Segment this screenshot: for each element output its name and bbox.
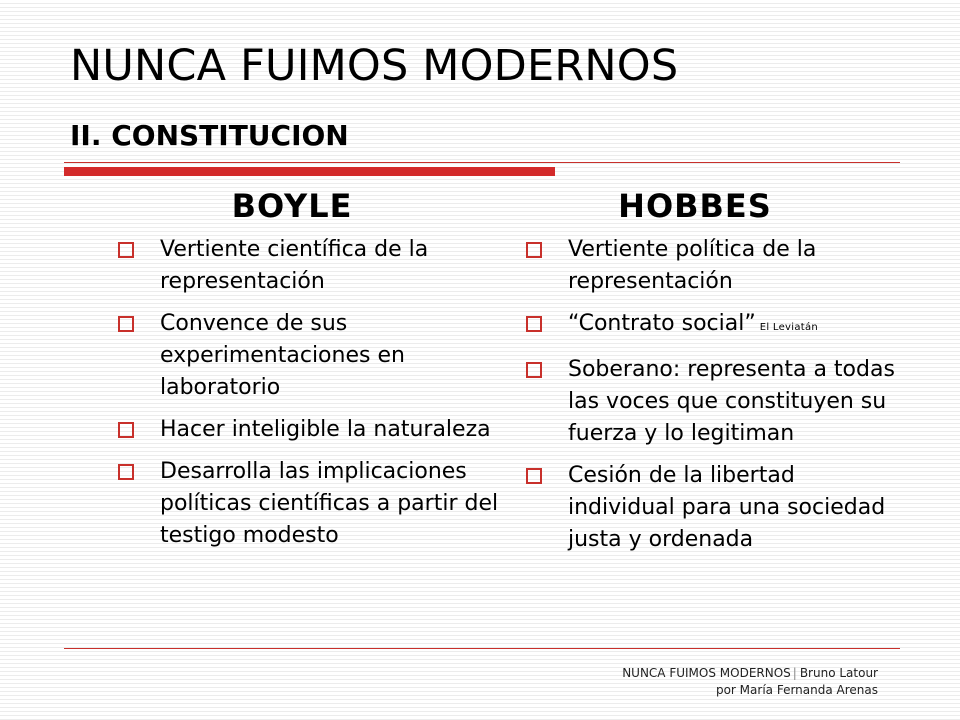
- bullet-text: Vertiente política de la representación: [568, 237, 817, 294]
- bullet-text: Soberano: representa a todas las voces que constituyen su fuerza y lo legitiman: [568, 357, 895, 446]
- hobbes-heading: HOBBES: [618, 187, 772, 225]
- boyle-heading: BOYLE: [231, 187, 353, 225]
- square-bullet-icon: [526, 242, 542, 258]
- bullet-text: “Contrato social”: [568, 311, 756, 336]
- footer-line-1: [622, 665, 878, 682]
- list-item: [520, 460, 900, 556]
- square-bullet-icon: [526, 362, 542, 378]
- bullet-text: Convence de sus experimentaciones en laboratorio: [160, 311, 405, 400]
- footer-title: NUNCA FUIMOS MODERNOS: [622, 666, 791, 680]
- list-item: [520, 234, 900, 298]
- footer: [622, 665, 878, 699]
- square-bullet-icon: [526, 316, 542, 332]
- bullet-text: Desarrolla las implicaciones políticas científicas a partir del testigo modesto: [160, 459, 499, 548]
- square-bullet-icon: [526, 468, 542, 484]
- square-bullet-icon: [118, 464, 134, 480]
- title-divider-line: [64, 162, 900, 163]
- list-item: [112, 414, 502, 446]
- list-item: [112, 456, 502, 552]
- boyle-column: [112, 186, 502, 562]
- footer-byline: por María Fernanda Arenas: [715, 683, 878, 697]
- square-bullet-icon: [118, 242, 134, 258]
- list-item: [112, 308, 502, 404]
- footer-separator: |: [792, 666, 797, 680]
- title-accent-bar: [64, 167, 555, 176]
- bullet-text: Cesión de la libertad individual para una sociedad justa y ordenada: [568, 463, 886, 552]
- list-item: [520, 308, 900, 344]
- footer-divider-line: [64, 648, 900, 649]
- footer-author: Bruno Latour: [799, 666, 878, 680]
- square-bullet-icon: [118, 316, 134, 332]
- hobbes-bullet-list: [520, 234, 900, 556]
- slide-title: NUNCA FUIMOS MODERNOS: [70, 41, 679, 91]
- bullet-note: El Leviatán: [759, 322, 819, 333]
- hobbes-column: [520, 186, 900, 566]
- boyle-bullet-list: [112, 234, 502, 552]
- bullet-text: Hacer inteligible la naturaleza: [160, 417, 491, 442]
- list-item: [520, 354, 900, 450]
- slide-subtitle: II. CONSTITUCION: [70, 119, 349, 152]
- bullet-text: Vertiente científica de la representación: [160, 237, 429, 294]
- list-item: [112, 234, 502, 298]
- square-bullet-icon: [118, 422, 134, 438]
